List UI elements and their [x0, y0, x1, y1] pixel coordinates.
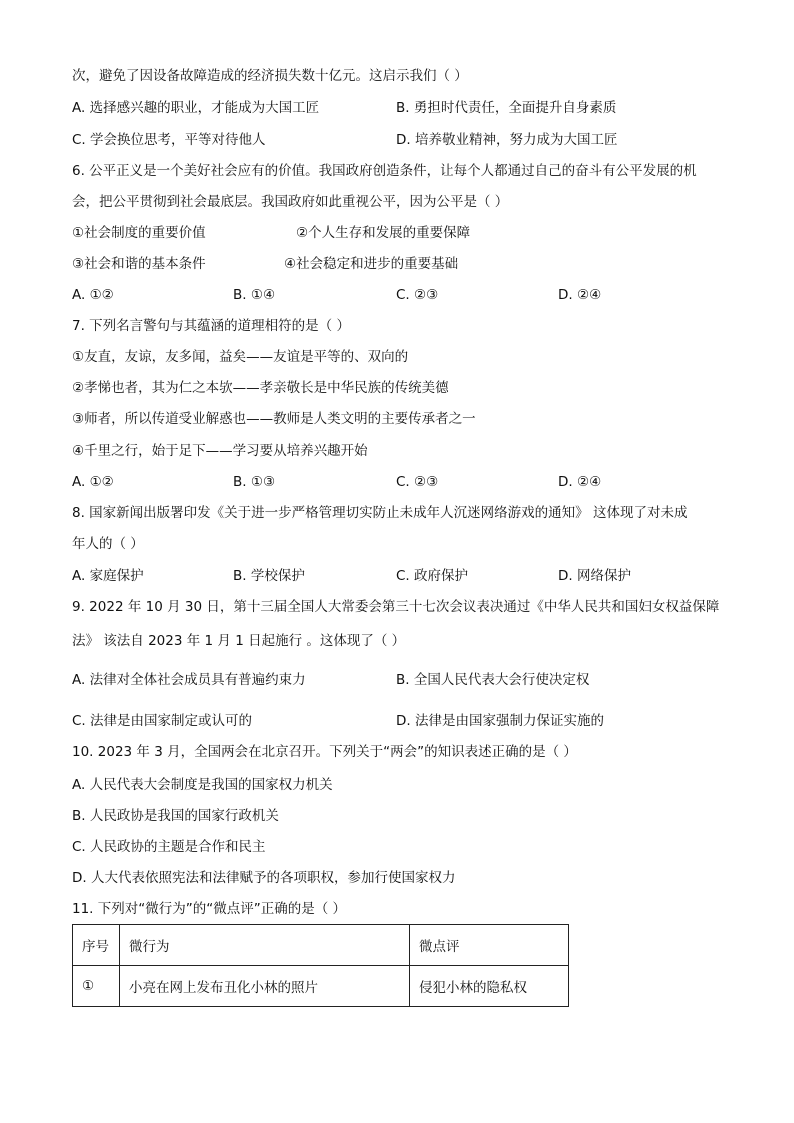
q5-option-a: A. 选择感兴趣的职业，才能成为大国工匠: [72, 100, 320, 116]
q10-option-a: A. 人民代表大会制度是我国的国家权力机关: [72, 777, 333, 793]
q10-stem: 10. 2023 年 3 月，全国两会在北京召开。下列关于“两会”的知识表述正确的是（ ）: [72, 744, 577, 760]
q10-option-b: B. 人民政协是我国的国家行政机关: [72, 808, 279, 824]
q7-option-c: C. ②③: [396, 474, 439, 490]
q7-item-3: ③师者，所以传道受业解惑也——教师是人类文明的主要传承者之一: [72, 411, 476, 427]
q7-item-1: ①友直，友谅，友多闻，益矣——友谊是平等的、双向的: [72, 349, 409, 365]
q5-option-c: C. 学会换位思考，平等对待他人: [72, 132, 266, 148]
q7-option-a: A. ①②: [72, 474, 114, 490]
q7-stem: 7. 下列名言警句与其蕴涵的道理相符的是（ ）: [72, 318, 350, 334]
q11-table: [72, 924, 569, 1007]
q9-option-d: D. 法律是由国家强制力保证实施的: [396, 713, 604, 729]
q8-option-a: A. 家庭保护: [72, 568, 144, 584]
q6-item-4: ④社会稳定和进步的重要基础: [284, 256, 459, 272]
q7-option-b: B. ①③: [233, 474, 276, 490]
q6-option-a: A. ①②: [72, 287, 114, 303]
table-cell-behavior: 小亮在网上发布丑化小林的照片: [120, 966, 410, 1007]
q9-stem-line1: 9. 2022 年 10 月 30 日，第十三届全国人大常委会第三十七次会议表决通过《中华人民共和国妇女权益保障: [72, 599, 720, 615]
q5-option-b: B. 勇担时代责任，全面提升自身素质: [396, 100, 617, 116]
q9-option-c: C. 法律是由国家制定或认可的: [72, 713, 253, 729]
q6-stem-line2: 会，把公平贯彻到社会最底层。我国政府如此重视公平，因为公平是（ ）: [72, 194, 509, 210]
q7-option-d: D. ②④: [558, 474, 602, 490]
q5-option-d: D. 培养敬业精神，努力成为大国工匠: [396, 132, 618, 148]
q6-stem-line1: 6. 公平正义是一个美好社会应有的价值。我国政府创造条件，让每个人都通过自己的奋斗有公平发展的机: [72, 163, 697, 179]
table-cell-comment: 侵犯小林的隐私权: [410, 966, 569, 1007]
table-header-comment: 微点评: [410, 925, 569, 966]
q8-stem-line1: 8. 国家新闻出版署印发《关于进一步严格管理切实防止未成年人沉迷网络游戏的通知》 这体现了对未成: [72, 505, 688, 521]
q8-option-d: D. 网络保护: [558, 568, 631, 584]
table-cell-number: ①: [73, 966, 120, 1007]
q9-stem-line2: 法》 该法自 2023 年 1 月 1 日起施行 。这体现了（ ）: [72, 633, 406, 649]
q10-option-d: D. 人大代表依照宪法和法律赋予的各项职权，参加行使国家权力: [72, 870, 456, 886]
q7-item-2: ②孝悌也者，其为仁之本欤——孝亲敬长是中华民族的传统美德: [72, 380, 449, 396]
q7-item-4: ④千里之行，始于足下——学习要从培养兴趣开始: [72, 443, 368, 459]
table-header-behavior: 微行为: [120, 925, 410, 966]
q6-item-3: ③社会和谐的基本条件: [72, 256, 206, 272]
q9-option-b: B. 全国人民代表大会行使决定权: [396, 672, 590, 688]
q8-option-b: B. 学校保护: [233, 568, 305, 584]
q6-option-d: D. ②④: [558, 287, 602, 303]
table-header-number: 序号: [73, 925, 120, 966]
q9-option-a: A. 法律对全体社会成员具有普遍约束力: [72, 672, 306, 688]
q5-stem-continuation: 次，避免了因设备故障造成的经济损失数十亿元。这启示我们（ ）: [72, 68, 468, 84]
table-header-row: [73, 925, 569, 966]
q6-item-1: ①社会制度的重要价值: [72, 225, 206, 241]
q6-option-b: B. ①④: [233, 287, 276, 303]
q8-option-c: C. 政府保护: [396, 568, 469, 584]
q10-option-c: C. 人民政协的主题是合作和民主: [72, 839, 266, 855]
table-row: [73, 966, 569, 1007]
q11-stem: 11. 下列对“微行为”的“微点评”正确的是（ ）: [72, 901, 347, 917]
q8-stem-line2: 年人的（ ）: [72, 536, 144, 552]
q6-option-c: C. ②③: [396, 287, 439, 303]
q6-item-2: ②个人生存和发展的重要保障: [296, 225, 471, 241]
